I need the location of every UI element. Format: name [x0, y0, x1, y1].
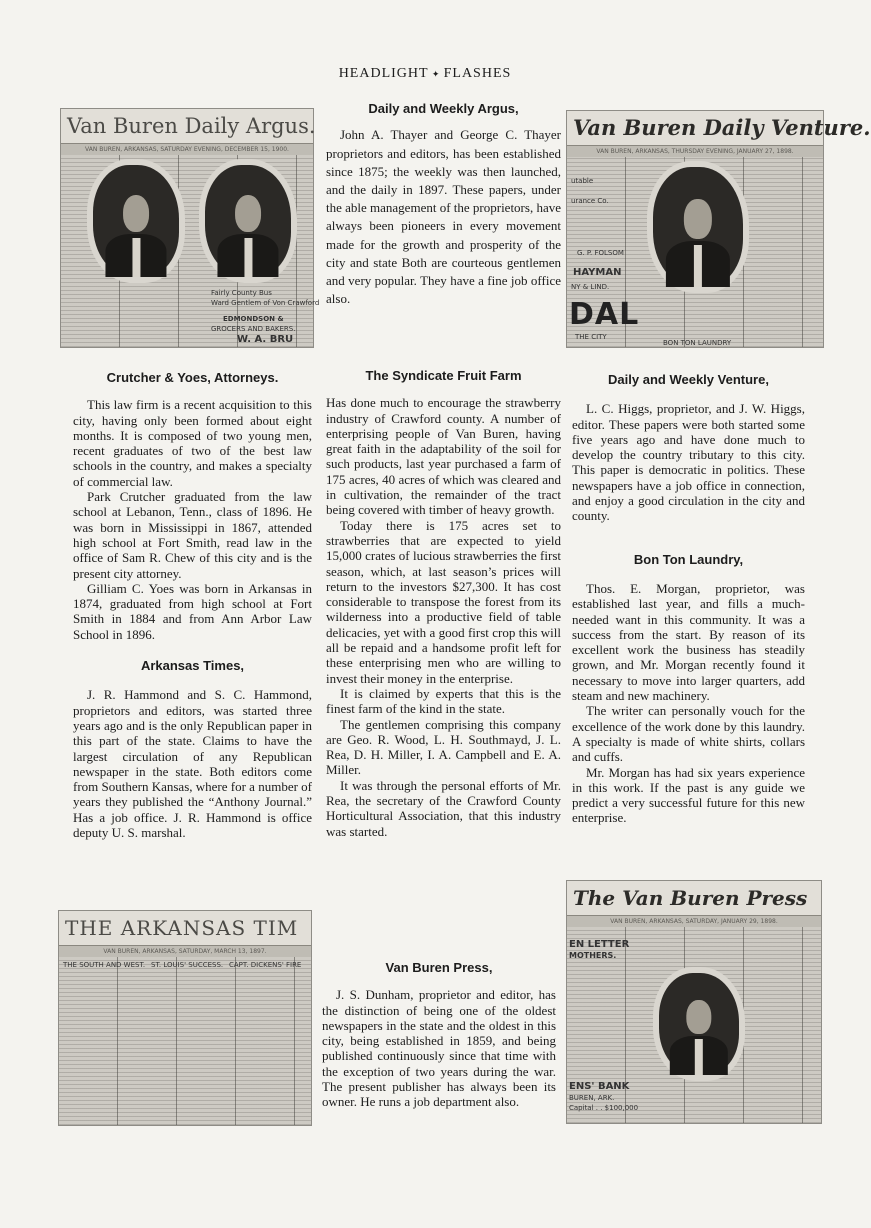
- article-laundry-paragraph-1: Thos. E. Morgan, proprietor, was established last year, and fills a much-needed want in this community. It was a success from the start. By reason of its excellent work the business has steadily grown, and Mr. Morgan recently found it necessary to move into larger quarters, add steam and new machinery.: [572, 580, 805, 704]
- article-syndicate-paragraph-2: Today there is 175 acres set to strawberries that are expected to yield 15,000 crates of lucious strawberries the first season, which, at last season’s prices will return to the investors $27,300. It has cost considerable to transpose the forest from its wilderness into a productive field of table delicacies, yet with a good first crop this will all be repaid and a handsome profit left for these enterprising men who are willing to invest their money in the enterprise.: [326, 517, 561, 686]
- article-laundry-paragraph-3: Mr. Morgan has had six years experience in this work. If the past is any guide we predict a very successful future for this new enterprise.: [572, 764, 805, 826]
- press-snippet-2: MOTHERS.: [569, 951, 617, 960]
- page-header-title: HEADLIGHT ✦ FLASHES: [338, 66, 512, 81]
- times-masthead-photo: [58, 910, 312, 1126]
- times-snippet-1: THE SOUTH AND WEST.: [63, 961, 146, 969]
- press-masthead: The Van Buren Press: [567, 881, 821, 916]
- venture-snippet-1: utable: [571, 177, 594, 185]
- press-portrait: [659, 973, 739, 1075]
- article-crutcher: [73, 370, 312, 840]
- article-argus: [326, 101, 561, 308]
- press-dateline: VAN BUREN, ARKANSAS, SATURDAY, JANUARY 29, 1898.: [610, 918, 778, 925]
- article-press-title: Van Buren Press,: [385, 960, 493, 975]
- argus-masthead-photo: [60, 108, 320, 348]
- press-snippet-5: Capital . . $100,000: [569, 1104, 639, 1112]
- article-press-paragraph: J. S. Dunham, proprietor and editor, has the distinction of being one of the oldest newspapers in the state and the oldest in this city, being established in 1859, and being published continuously since that time with the exception of two years during the war. The present publisher has always been its owner. He runs a job department also.: [322, 987, 556, 1110]
- article-syndicate-paragraph-4: The gentlemen comprising this company are Geo. R. Wood, L. H. Southmayd, J. L. Rea, D. H. Miller, I. A. Campbell and E. A. Miller.: [326, 716, 561, 778]
- argus-portrait-2: [205, 165, 291, 277]
- article-syndicate-paragraph-3: It is claimed by experts that this is the finest farm of the kind in the state.: [326, 685, 561, 717]
- article-crutcher-paragraph-1: This law firm is a recent acquisition to this city, having only been formed about eight months. It is composed of two young men, recent graduates of two of the best law schools in the country, and makes a specialty of commercial law.: [73, 397, 312, 489]
- argus-masthead: Van Buren Daily Argus.: [61, 109, 313, 144]
- press-snippet-4: BUREN, ARK.: [569, 1094, 615, 1102]
- venture-snippet-4: HAYMAN: [573, 267, 622, 278]
- argus-snippet-4: GROCERS AND BAKERS.: [211, 325, 296, 333]
- times-snippet-2: ST. LOUIS' SUCCESS.: [151, 961, 224, 969]
- venture-snippet-2: urance Co.: [571, 197, 609, 205]
- article-venture-paragraph: L. C. Higgs, proprietor, and J. W. Higgs, editor. These papers were both started some five years ago and have done much to develop the country tributary to this city. This paper is democratic in politics. These newspapers have a job office in connection, and enjoy a good circulation in the city and county.: [572, 401, 805, 524]
- times-dateline: VAN BUREN, ARKANSAS, SATURDAY, MARCH 13, 1897.: [103, 948, 267, 955]
- times-newsprint: [59, 957, 311, 1125]
- article-crutcher-paragraph-3: Gilliam C. Yoes was born in Arkansas in 1874, graduated from high school at Fort Smith in 1884 and from Ann Arbor Law School in 1896.: [73, 580, 312, 642]
- article-venture: [572, 372, 805, 826]
- argus-snippet-5: W. A. BRU: [237, 334, 294, 345]
- article-press: [322, 960, 556, 1110]
- argus-snippet-1: Fairly County Bus: [211, 289, 272, 297]
- article-syndicate-title: The Syndicate Fruit Farm: [365, 368, 522, 383]
- article-argus-paragraph: John A. Thayer and George C. Thayer proprietors and editors, has been established since 1875; the weekly was then launched, and the daily in 1897. These papers, under the able management of the proprietors, have always been pioneers in every movement made for the growth and prosperity of the city and state Both are courteous gentlemen and very popular. They have a fine job office also.: [326, 127, 561, 307]
- venture-snippet-7: THE CITY: [575, 333, 607, 341]
- venture-masthead-photo: [566, 110, 871, 348]
- venture-snippet-6: DAL: [569, 297, 640, 332]
- article-crutcher-paragraph-2: Park Crutcher graduated from the law school at Lebanon, Tenn., class of 1896. He was born in Mississippi in 1867, attended high school at Fort Smith, read law in the office of Sam R. Chew of this city and is the present city attorney.: [73, 489, 312, 581]
- argus-portrait-1: [93, 165, 179, 277]
- article-venture-title: Daily and Weekly Venture,: [608, 372, 769, 387]
- article-crutcher-title: Crutcher & Yoes, Attorneys.: [106, 370, 279, 385]
- article-laundry-paragraph-2: The writer can personally vouch for the excellence of the work done by this laundry. A specialty is made of white shirts, collars and cuffs.: [572, 703, 805, 765]
- article-times-title: Arkansas Times,: [140, 658, 245, 674]
- article-syndicate: [326, 368, 561, 839]
- venture-snippet-3: G. P. FOLSOM: [577, 249, 624, 257]
- article-syndicate-paragraph-5: It was through the personal efforts of Mr. Rea, the secretary of the Crawford County Horticultural Association, that this industry was started.: [326, 777, 561, 839]
- venture-snippet-8: BON TON LAUNDRY: [663, 339, 732, 347]
- times-snippet-3: CAPT. DICKENS' FIRE: [229, 961, 302, 969]
- argus-snippet-3: EDMONDSON &: [223, 315, 284, 323]
- press-snippet-3: ENS' BANK: [569, 1081, 630, 1092]
- venture-dateline: VAN BUREN, ARKANSAS, THURSDAY EVENING, JANUARY 27, 1898.: [596, 148, 794, 155]
- times-masthead: THE ARKANSAS TIM: [59, 911, 311, 946]
- page-header: [0, 66, 850, 82]
- article-syndicate-paragraph-1: Has done much to encourage the strawberry industry of Crawford county. A number of enterprising people of Van Buren, having great faith in the adaptability of the soil for such products, last year purchased a farm of 175 acres, 40 acres of which was cleared and in cultivation, the remainder of the tract being covered with timber of heavy growth.: [326, 395, 561, 518]
- article-argus-title: Daily and Weekly Argus,: [368, 101, 519, 116]
- press-masthead-photo: [566, 880, 822, 1124]
- venture-masthead: Van Buren Daily Venture.: [567, 111, 823, 146]
- header-ornament-icon: ✦: [428, 69, 444, 79]
- venture-snippet-5: NY & LIND.: [571, 283, 610, 291]
- argus-snippet-2: Ward Gentlem of Von Crawford: [211, 299, 320, 307]
- argus-dateline: VAN BUREN, ARKANSAS, SATURDAY EVENING, DECEMBER 15, 1900.: [85, 146, 289, 153]
- venture-portrait: [653, 167, 743, 287]
- press-snippet-1: EN LETTER: [569, 939, 630, 950]
- article-times-paragraph: J. R. Hammond and S. C. Hammond, proprietors and editors, was started three years ago and is the only Republican paper in this part of the state. Claims to have the largest circulation of any Republican newspaper in the state. Both editors come from Southern Kansas, where for a number of years they published the “Anthony Journal.” Has a job office. J. R. Hammond is office deputy U. S. marshal.: [73, 687, 312, 841]
- article-laundry-title: Bon Ton Laundry,: [633, 551, 744, 567]
